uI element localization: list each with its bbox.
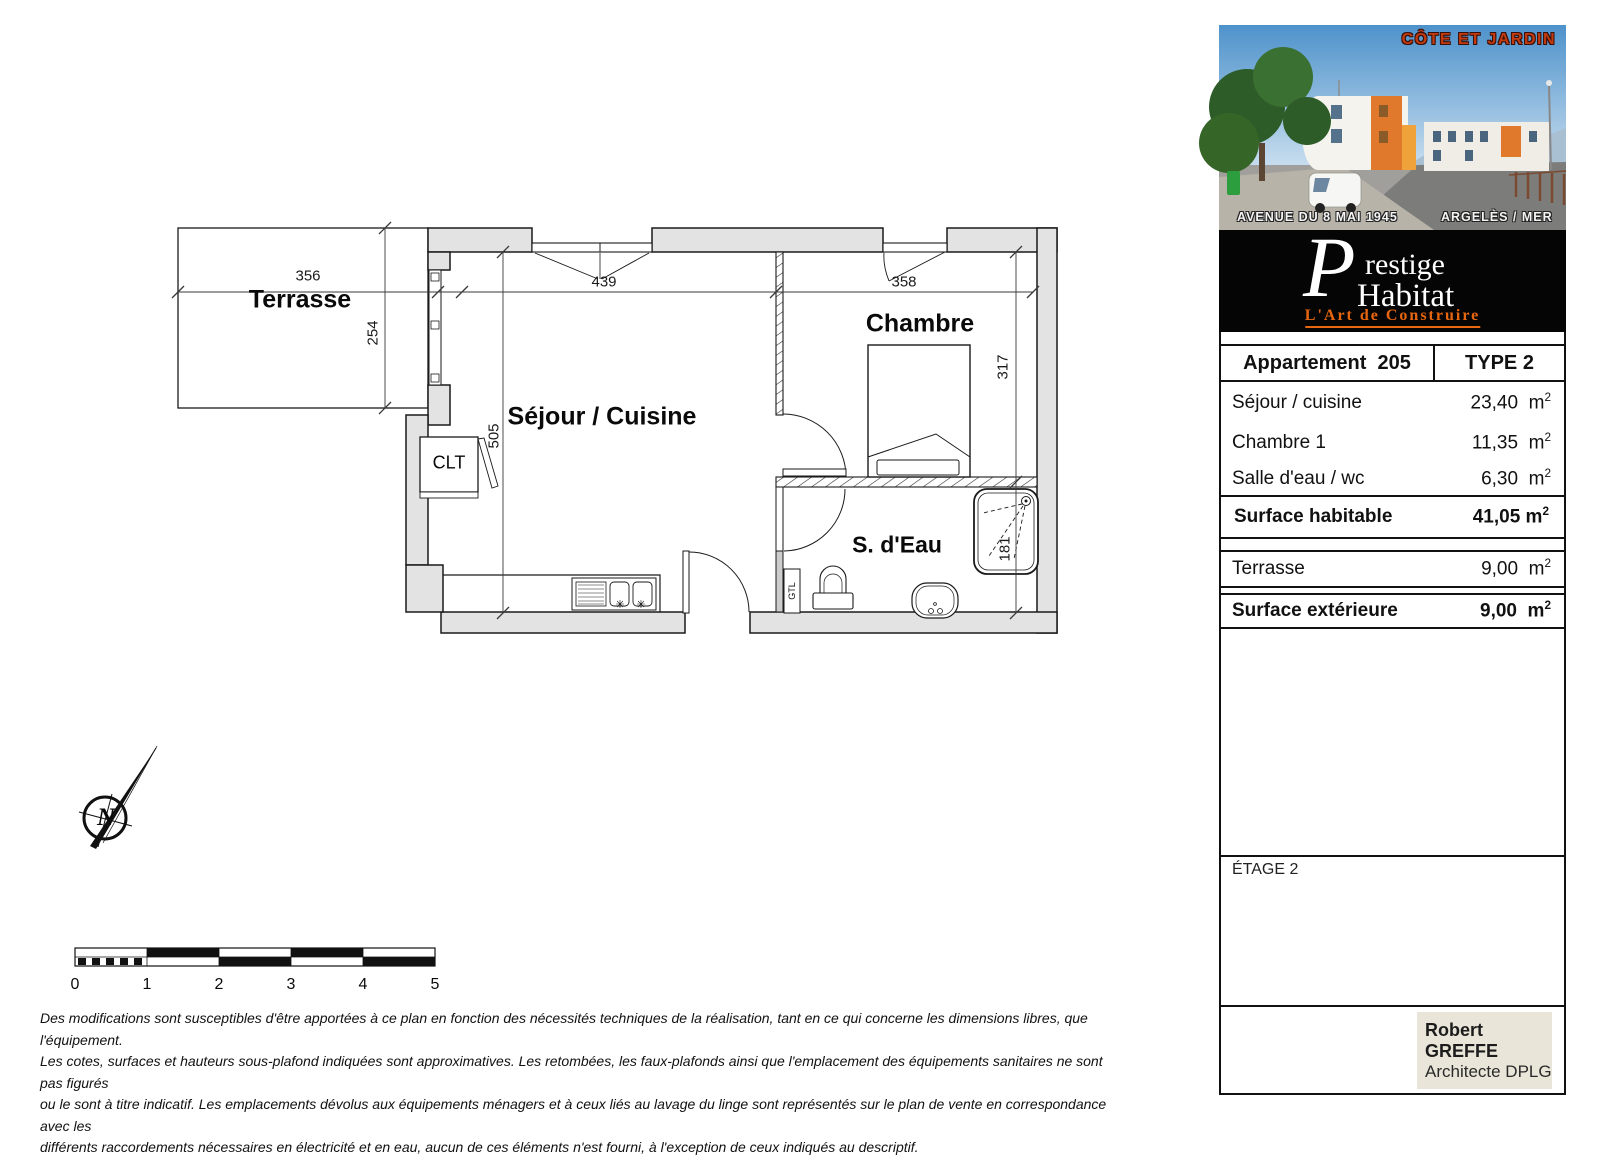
scale-tick-1: 1 [142, 976, 152, 993]
partition-sejour-chambre [776, 252, 783, 415]
chambre-door [783, 414, 846, 477]
unit: m [1527, 600, 1545, 622]
disclaimer-line: différents raccordements nécessaires en électricité et en eau, aucun de ces éléments n'est fourni, à l'exception de ceux indiqués au descriptif. [40, 1139, 919, 1155]
bathroom-sink [912, 583, 958, 618]
unit-sup: 2 [1544, 557, 1551, 571]
logo-tagline: L'Art de Construire [1305, 307, 1480, 328]
room-label-gtl: GTL [787, 582, 797, 600]
dim-chambre-width: 358 [891, 273, 917, 291]
unit-sup: 2 [1544, 599, 1551, 613]
project-photo [1219, 25, 1566, 230]
area-value: 41,05 [1472, 506, 1521, 528]
row-label: Salle d'eau / wc [1232, 468, 1365, 489]
scale-tick-4: 4 [358, 976, 368, 993]
dim-chambre-height: 317 [994, 354, 1012, 380]
unit-sup: 2 [1544, 391, 1551, 405]
entry-door [683, 551, 749, 613]
dim-sejour-width: 439 [591, 273, 617, 291]
north-compass [79, 745, 158, 849]
builder-logo [1219, 219, 1566, 332]
unit: m [1528, 392, 1545, 414]
unit-sup: 2 [1542, 505, 1549, 519]
table-header-type: TYPE 2 [1465, 351, 1534, 374]
photo-scene [1219, 25, 1566, 230]
table-row-chambre [1219, 424, 1566, 462]
logo-initial: P [1303, 219, 1356, 315]
builder-logo-band [1219, 219, 1566, 332]
architect-name: Robert GREFFE [1425, 1019, 1499, 1061]
area-value: 9,00 [1481, 558, 1519, 580]
toilet [813, 566, 853, 609]
disclaimer-line: Les cotes, surfaces et hauteurs sous-plafond indiquées sont approximatives. Les retombées, les faux-plafonds ainsi que l'emplacement des équipements sanitaires ne sont pas figurés [40, 1053, 1103, 1091]
row-value [1481, 467, 1566, 490]
architect-box-top-border [1219, 1005, 1566, 1007]
dim-sdb-height: 181 [996, 536, 1014, 562]
room-label-terrasse: Terrasse [248, 285, 352, 314]
row-value [1473, 505, 1564, 528]
row-label: Surface extérieure [1232, 600, 1398, 621]
photo-caption-street: AVENUE DU 8 MAI 1945 [1237, 210, 1398, 224]
apartment-number: Appartement 205 [1243, 351, 1411, 374]
scale-bar [75, 948, 435, 966]
logo-word-habitat: Habitat [1357, 278, 1455, 314]
row-value [1480, 599, 1566, 622]
unit: m [1528, 468, 1545, 490]
scale-tick-3: 3 [286, 976, 296, 993]
area-value: 11,35 [1471, 432, 1519, 454]
row-value [1481, 557, 1566, 580]
room-label-sdeau: S. d'Eau [852, 531, 942, 558]
table-row-habitable [1219, 495, 1566, 539]
unit: m [1528, 432, 1545, 454]
scale-tick-0: 0 [70, 976, 80, 993]
unit-sup: 2 [1544, 467, 1551, 481]
row-label: Séjour / cuisine [1232, 392, 1362, 413]
unit: m [1525, 506, 1543, 528]
disclaimer-line: ou le sont à titre indicatif. Les emplacements dévolus aux équipements ménagers et à ceux liés au lavage du linge sont représentés sur le plan de vente en correspondance avec les [40, 1096, 1107, 1134]
room-label-chambre: Chambre [865, 309, 975, 338]
architect-title: Architecte DPLG [1425, 1061, 1552, 1081]
area-value: 6,30 [1481, 468, 1519, 490]
bed [868, 345, 970, 477]
disclaimer-line: Des modifications sont susceptibles d'être apportées à ce plan en fonction des nécessités techniques de la réalisation, tant en ce qui concerne les dimensions libres, que l'équipement. [40, 1010, 1088, 1048]
north-letter: N [96, 804, 116, 831]
table-row-exterieure [1219, 593, 1566, 629]
row-label: Surface habitable [1234, 506, 1393, 527]
etage-label: ÉTAGE 2 [1232, 861, 1299, 878]
row-value [1471, 391, 1566, 414]
unit-sup: 2 [1544, 431, 1551, 445]
table-header-row [1219, 344, 1566, 382]
photo-caption-city: ARGELÈS / MER [1441, 210, 1553, 224]
van [1309, 173, 1361, 213]
terrace-door [429, 270, 441, 385]
architect-box [1417, 1012, 1552, 1089]
dim-terrasse-width: 356 [295, 267, 321, 285]
table-row-sdb [1219, 461, 1566, 497]
scale-tick-5: 5 [430, 976, 440, 993]
wall-chambre-sdb [776, 477, 1037, 487]
table-header-apartment [1221, 346, 1435, 380]
area-value: 9,00 [1480, 600, 1517, 622]
table-row-terrasse [1219, 550, 1566, 588]
scale-tick-2: 2 [214, 976, 224, 993]
project-title: CÔTE ET JARDIN [1401, 31, 1556, 48]
terrace-outline [178, 228, 428, 408]
logo-word-prestige: restige [1365, 248, 1445, 281]
etage-box-top-border [1219, 855, 1566, 857]
disclaimer-text [40, 1008, 1125, 1159]
row-value [1472, 431, 1566, 454]
row-label: Chambre 1 [1232, 432, 1326, 453]
room-label-sejour: Séjour / Cuisine [507, 402, 697, 431]
unit: m [1528, 558, 1545, 580]
room-label-clt: CLT [432, 452, 466, 473]
table-row-sejour [1219, 384, 1566, 422]
dim-terrasse-depth: 254 [364, 320, 382, 346]
kitchen-counter [443, 575, 660, 612]
row-label: Terrasse [1232, 558, 1305, 579]
dim-sejour-height: 505 [485, 423, 503, 449]
area-value: 23,40 [1470, 392, 1519, 414]
